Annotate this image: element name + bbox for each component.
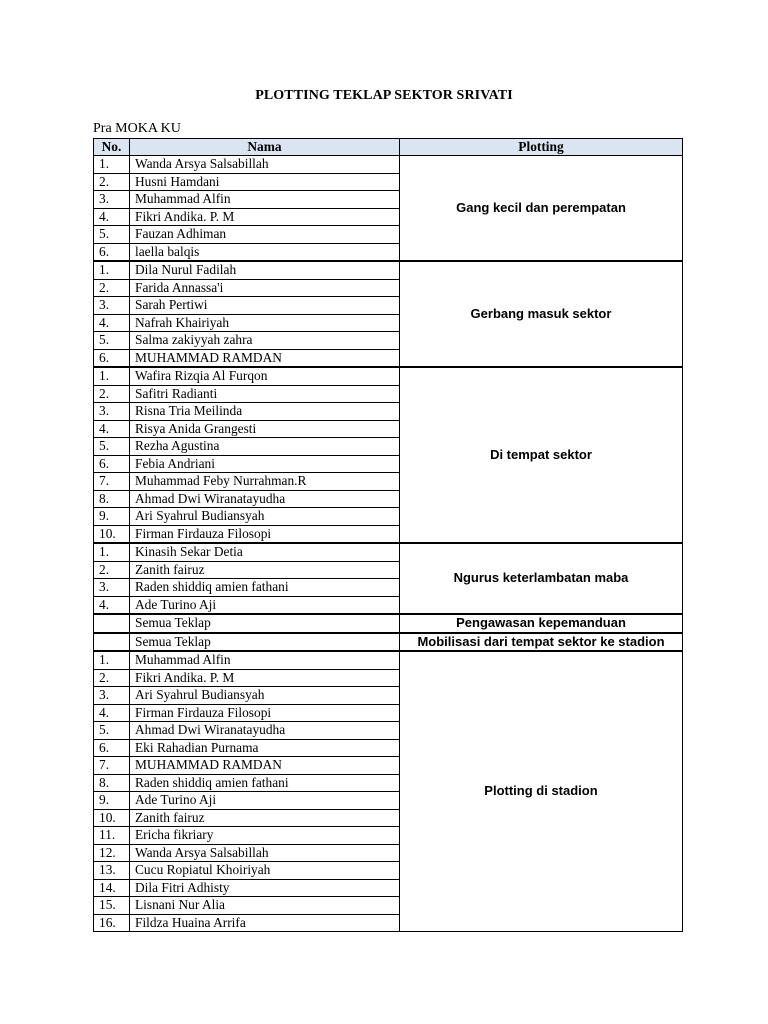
row-number: 15.: [94, 897, 130, 915]
row-name: Fikri Andika. P. M: [130, 208, 400, 226]
row-number: 1.: [94, 261, 130, 279]
plotting-assignment: Pengawasan kepemanduan: [400, 614, 683, 633]
row-name: Ahmad Dwi Wiranatayudha: [130, 490, 400, 508]
row-number: 14.: [94, 879, 130, 897]
row-number: 16.: [94, 914, 130, 932]
row-name: MUHAMMAD RAMDAN: [130, 757, 400, 775]
table-row: [94, 367, 683, 385]
row-name: Rezha Agustina: [130, 438, 400, 456]
row-name: Safitri Radianti: [130, 385, 400, 403]
table-row: [94, 156, 683, 174]
row-number: [94, 614, 130, 633]
row-name: Muhammad Alfin: [130, 191, 400, 209]
row-number: 1.: [94, 367, 130, 385]
row-number: 6.: [94, 455, 130, 473]
row-number: 2.: [94, 279, 130, 297]
header-no: No.: [94, 139, 130, 156]
row-name: Zanith fairuz: [130, 561, 400, 579]
plotting-assignment: Mobilisasi dari tempat sektor ke stadion: [400, 633, 683, 652]
row-name: Kinasih Sekar Detia: [130, 543, 400, 561]
row-number: 3.: [94, 403, 130, 421]
row-name: Risna Tria Meilinda: [130, 403, 400, 421]
row-name: Dila Nurul Fadilah: [130, 261, 400, 279]
row-name: Cucu Ropiatul Khoiriyah: [130, 862, 400, 880]
row-number: 5.: [94, 438, 130, 456]
row-number: 6.: [94, 349, 130, 367]
row-number: 4.: [94, 420, 130, 438]
row-name: Ade Turino Aji: [130, 792, 400, 810]
row-name: Muhammad Feby Nurrahman.R: [130, 473, 400, 491]
plotting-assignment: Plotting di stadion: [400, 651, 683, 932]
row-number: 2.: [94, 385, 130, 403]
row-name: Semua Teklap: [130, 633, 400, 652]
row-name: Zanith fairuz: [130, 809, 400, 827]
row-name: Wafira Rizqia Al Furqon: [130, 367, 400, 385]
row-name: Salma zakiyyah zahra: [130, 332, 400, 350]
row-number: 7.: [94, 473, 130, 491]
row-name: Risya Anida Grangesti: [130, 420, 400, 438]
row-name: laella balqis: [130, 243, 400, 261]
row-number: 9.: [94, 508, 130, 526]
row-name: Firman Firdauza Filosopi: [130, 704, 400, 722]
row-number: 13.: [94, 862, 130, 880]
row-name: Lisnani Nur Alia: [130, 897, 400, 915]
table-row: [94, 614, 683, 633]
row-number: 2.: [94, 173, 130, 191]
row-name: Ari Syahrul Budiansyah: [130, 687, 400, 705]
row-name: Ahmad Dwi Wiranatayudha: [130, 722, 400, 740]
row-name: Sarah Pertiwi: [130, 297, 400, 315]
row-name: Fikri Andika. P. M: [130, 669, 400, 687]
row-number: 1.: [94, 156, 130, 174]
row-number: 4.: [94, 596, 130, 614]
row-number: 12.: [94, 844, 130, 862]
row-number: 4.: [94, 208, 130, 226]
table-row: [94, 633, 683, 652]
row-number: 11.: [94, 827, 130, 845]
row-number: 10.: [94, 525, 130, 543]
plotting-table: [93, 138, 683, 932]
row-name: Ade Turino Aji: [130, 596, 400, 614]
row-name: Fildza Huaina Arrifa: [130, 914, 400, 932]
plotting-assignment: Gang kecil dan perempatan: [400, 156, 683, 262]
row-name: Firman Firdauza Filosopi: [130, 525, 400, 543]
row-name: Wanda Arsya Salsabillah: [130, 156, 400, 174]
row-number: 5.: [94, 722, 130, 740]
row-name: Semua Teklap: [130, 614, 400, 633]
row-number: 8.: [94, 490, 130, 508]
row-number: 3.: [94, 687, 130, 705]
row-name: Fauzan Adhiman: [130, 226, 400, 244]
table-row: [94, 651, 683, 669]
row-number: 6.: [94, 739, 130, 757]
header-plotting: Plotting: [400, 139, 683, 156]
row-name: Farida Annassa'i: [130, 279, 400, 297]
row-name: Raden shiddiq amien fathani: [130, 579, 400, 597]
row-name: Husni Hamdani: [130, 173, 400, 191]
row-number: 4.: [94, 314, 130, 332]
document-title: PLOTTING TEKLAP SEKTOR SRIVATI: [255, 88, 513, 103]
row-name: Wanda Arsya Salsabillah: [130, 844, 400, 862]
plotting-assignment: Di tempat sektor: [400, 367, 683, 543]
row-number: 8.: [94, 774, 130, 792]
row-number: 3.: [94, 297, 130, 315]
document-subtitle: Pra MOKA KU: [93, 121, 181, 136]
row-number: 5.: [94, 226, 130, 244]
row-number: 9.: [94, 792, 130, 810]
table-header-row: [94, 139, 683, 156]
row-name: Ari Syahrul Budiansyah: [130, 508, 400, 526]
row-name: Febia Andriani: [130, 455, 400, 473]
row-number: 1.: [94, 651, 130, 669]
row-number: 6.: [94, 243, 130, 261]
row-number: 4.: [94, 704, 130, 722]
row-number: 3.: [94, 579, 130, 597]
row-number: 7.: [94, 757, 130, 775]
row-name: Raden shiddiq amien fathani: [130, 774, 400, 792]
header-nama: Nama: [130, 139, 400, 156]
row-number: [94, 633, 130, 652]
table-row: [94, 543, 683, 561]
row-number: 10.: [94, 809, 130, 827]
row-name: Nafrah Khairiyah: [130, 314, 400, 332]
row-number: 2.: [94, 669, 130, 687]
row-name: MUHAMMAD RAMDAN: [130, 349, 400, 367]
row-name: Ericha fikriary: [130, 827, 400, 845]
plotting-assignment: Gerbang masuk sektor: [400, 261, 683, 367]
row-number: 1.: [94, 543, 130, 561]
plotting-assignment: Ngurus keterlambatan maba: [400, 543, 683, 614]
row-number: 3.: [94, 191, 130, 209]
table-row: [94, 261, 683, 279]
row-number: 5.: [94, 332, 130, 350]
table-body: [94, 156, 683, 932]
row-number: 2.: [94, 561, 130, 579]
row-name: Eki Rahadian Purnama: [130, 739, 400, 757]
row-name: Muhammad Alfin: [130, 651, 400, 669]
row-name: Dila Fitri Adhisty: [130, 879, 400, 897]
